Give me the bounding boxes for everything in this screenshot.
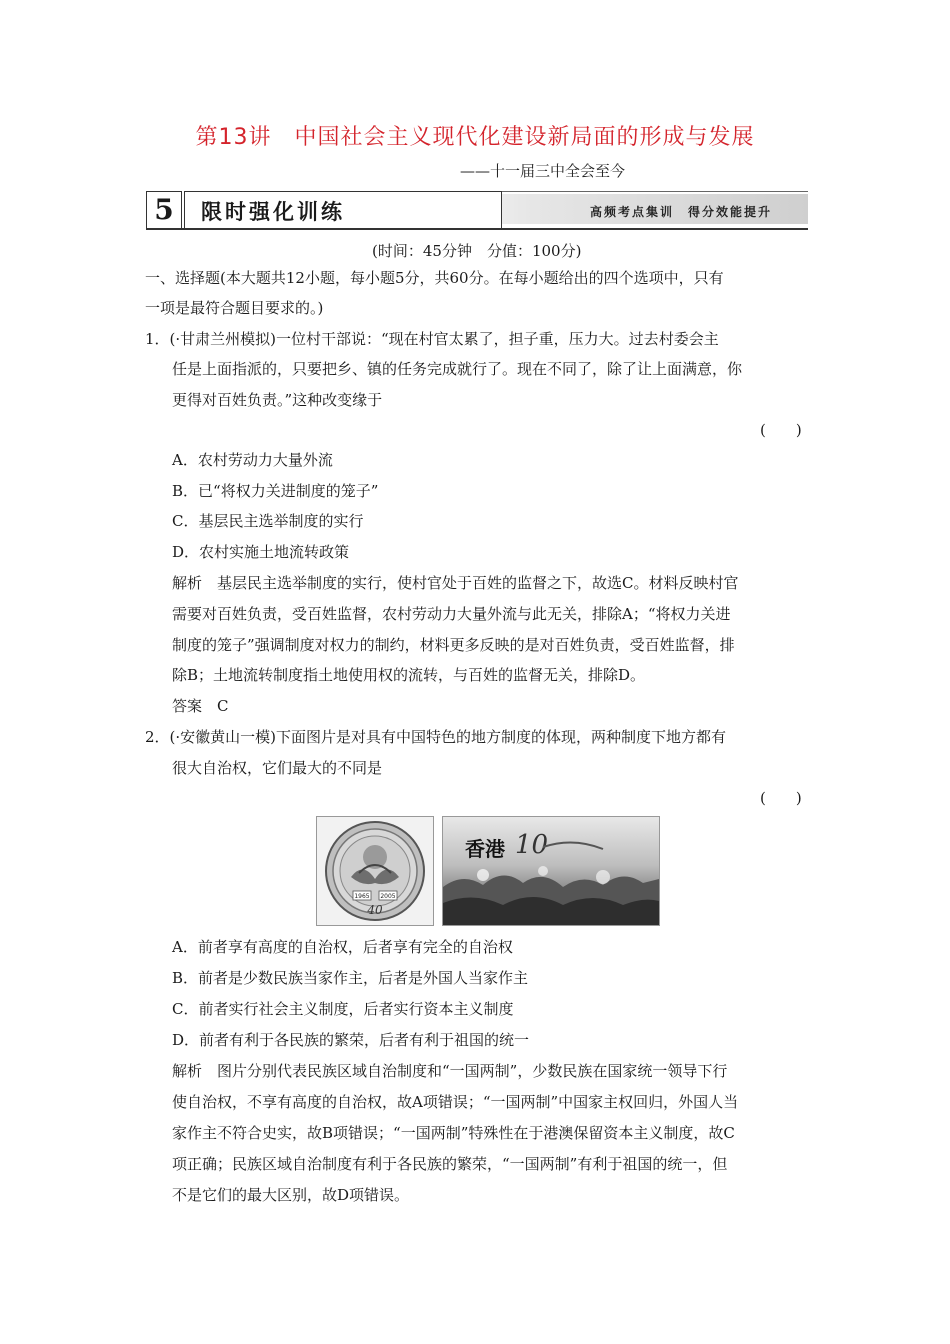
q2-option-d: D．前者有利于各民族的繁荣，后者有利于祖国的统一 [172,1031,530,1049]
hk-anniversary-number: 10 [515,830,549,860]
q2-stem-line2: 很大自治权，它们最大的不同是 [172,759,383,777]
q1-explanation-line2: 需要对百姓负责，受百姓监督，农村劳动力大量外流与此无关，排除A；“将权力关进 [172,605,731,623]
page-title: 第13讲 中国社会主义现代化建设新局面的形成与发展 [195,125,755,150]
medal-anniversary: 40 [367,903,383,917]
q1-stem-line3: 更得对百姓负责。”这种改变缘于 [172,391,383,409]
q1-explanation-line3: 制度的笼子”强调制度对权力的制约，材料更多反映的是对百姓负责，受百姓监督，排 [172,636,735,654]
q2-images [316,816,660,924]
autonomous-region-medal-image [316,816,434,926]
banner-tagline: 高频考点集训 得分效能提升 [589,205,772,219]
q1-explanation-line1: 解析 基层民主选举制度的实行，使村官处于百姓的监督之下，故选C。材料反映村官 [172,574,739,592]
q2-option-c: C．前者实行社会主义制度，后者实行资本主义制度 [172,1000,514,1018]
q1-option-b: B．已“将权力关进制度的笼子” [172,482,379,500]
banner-rule [146,228,808,230]
q2-option-a: A．前者享有高度的自治权，后者享有完全的自治权 [172,938,513,956]
q2-explanation-line3: 家作主不符合史实，故B项错误；“一国两制”特殊性在于港澳保留资本主义制度，故C [172,1124,735,1142]
q2-answer-blank: ( ) [760,789,802,807]
section-banner [146,191,808,229]
medal-year-left: 1965 [354,893,370,900]
section-heading-line1: 一、选择题(本大题共12小题，每小题5分，共60分。在每小题给出的四个选项中，只有 [145,269,724,287]
q2-explanation-line1: 解析 图片分别代表民族区域自治制度和“一国两制”，少数民族在国家统一领导下行 [172,1062,728,1080]
q1-answer-blank: ( ) [760,421,802,439]
q2-option-b: B．前者是少数民族当家作主，后者是外国人当家作主 [172,969,529,987]
q2-explanation-line2: 使自治权，不享有高度的自治权，故A项错误；“一国两制”中国家主权回归，外国人当 [172,1093,739,1111]
q1-option-a: A．农村劳动力大量外流 [172,451,333,469]
q1-answer: 答案 C [172,697,229,715]
q1-option-c: C．基层民主选举制度的实行 [172,512,364,530]
q2-explanation-line4: 项正确；民族区域自治制度有利于各民族的繁荣，“一国两制”有利于祖国的统一，但 [172,1155,728,1173]
q1-option-d: D．农村实施土地流转政策 [172,543,350,561]
banner-number: 5 [146,191,182,229]
banner-label-box [184,191,502,229]
hong-kong-anniversary-image [442,816,660,926]
q1-stem-line1: 1．(·甘肃兰州模拟)一位村干部说：“现在村官太累了，担子重，压力大。过去村委会主 [145,330,719,348]
q2-stem-line1: 2．(·安徽黄山一模)下面图片是对具有中国特色的地方制度的体现，两种制度下地方都有 [145,728,727,746]
q2-explanation-line5: 不是它们的最大区别，故D项错误。 [172,1186,410,1204]
medal-year-right: 2005 [380,893,396,900]
page-subtitle: ——十一届三中全会至今 [460,162,626,180]
banner-label: 限时强化训练 [201,200,345,224]
hk-image-title: 香港 [465,837,505,861]
exam-meta: (时间：45分钟 分值：100分) [372,242,582,260]
q1-stem-line2: 任是上面指派的，只要把乡、镇的任务完成就行了。现在不同了，除了让上面满意，你 [172,360,743,378]
q1-explanation-line4: 除B；土地流转制度指土地使用权的流转，与百姓的监督无关，排除D。 [172,666,646,684]
section-heading-line2: 一项是最符合题目要求的。) [145,299,324,317]
